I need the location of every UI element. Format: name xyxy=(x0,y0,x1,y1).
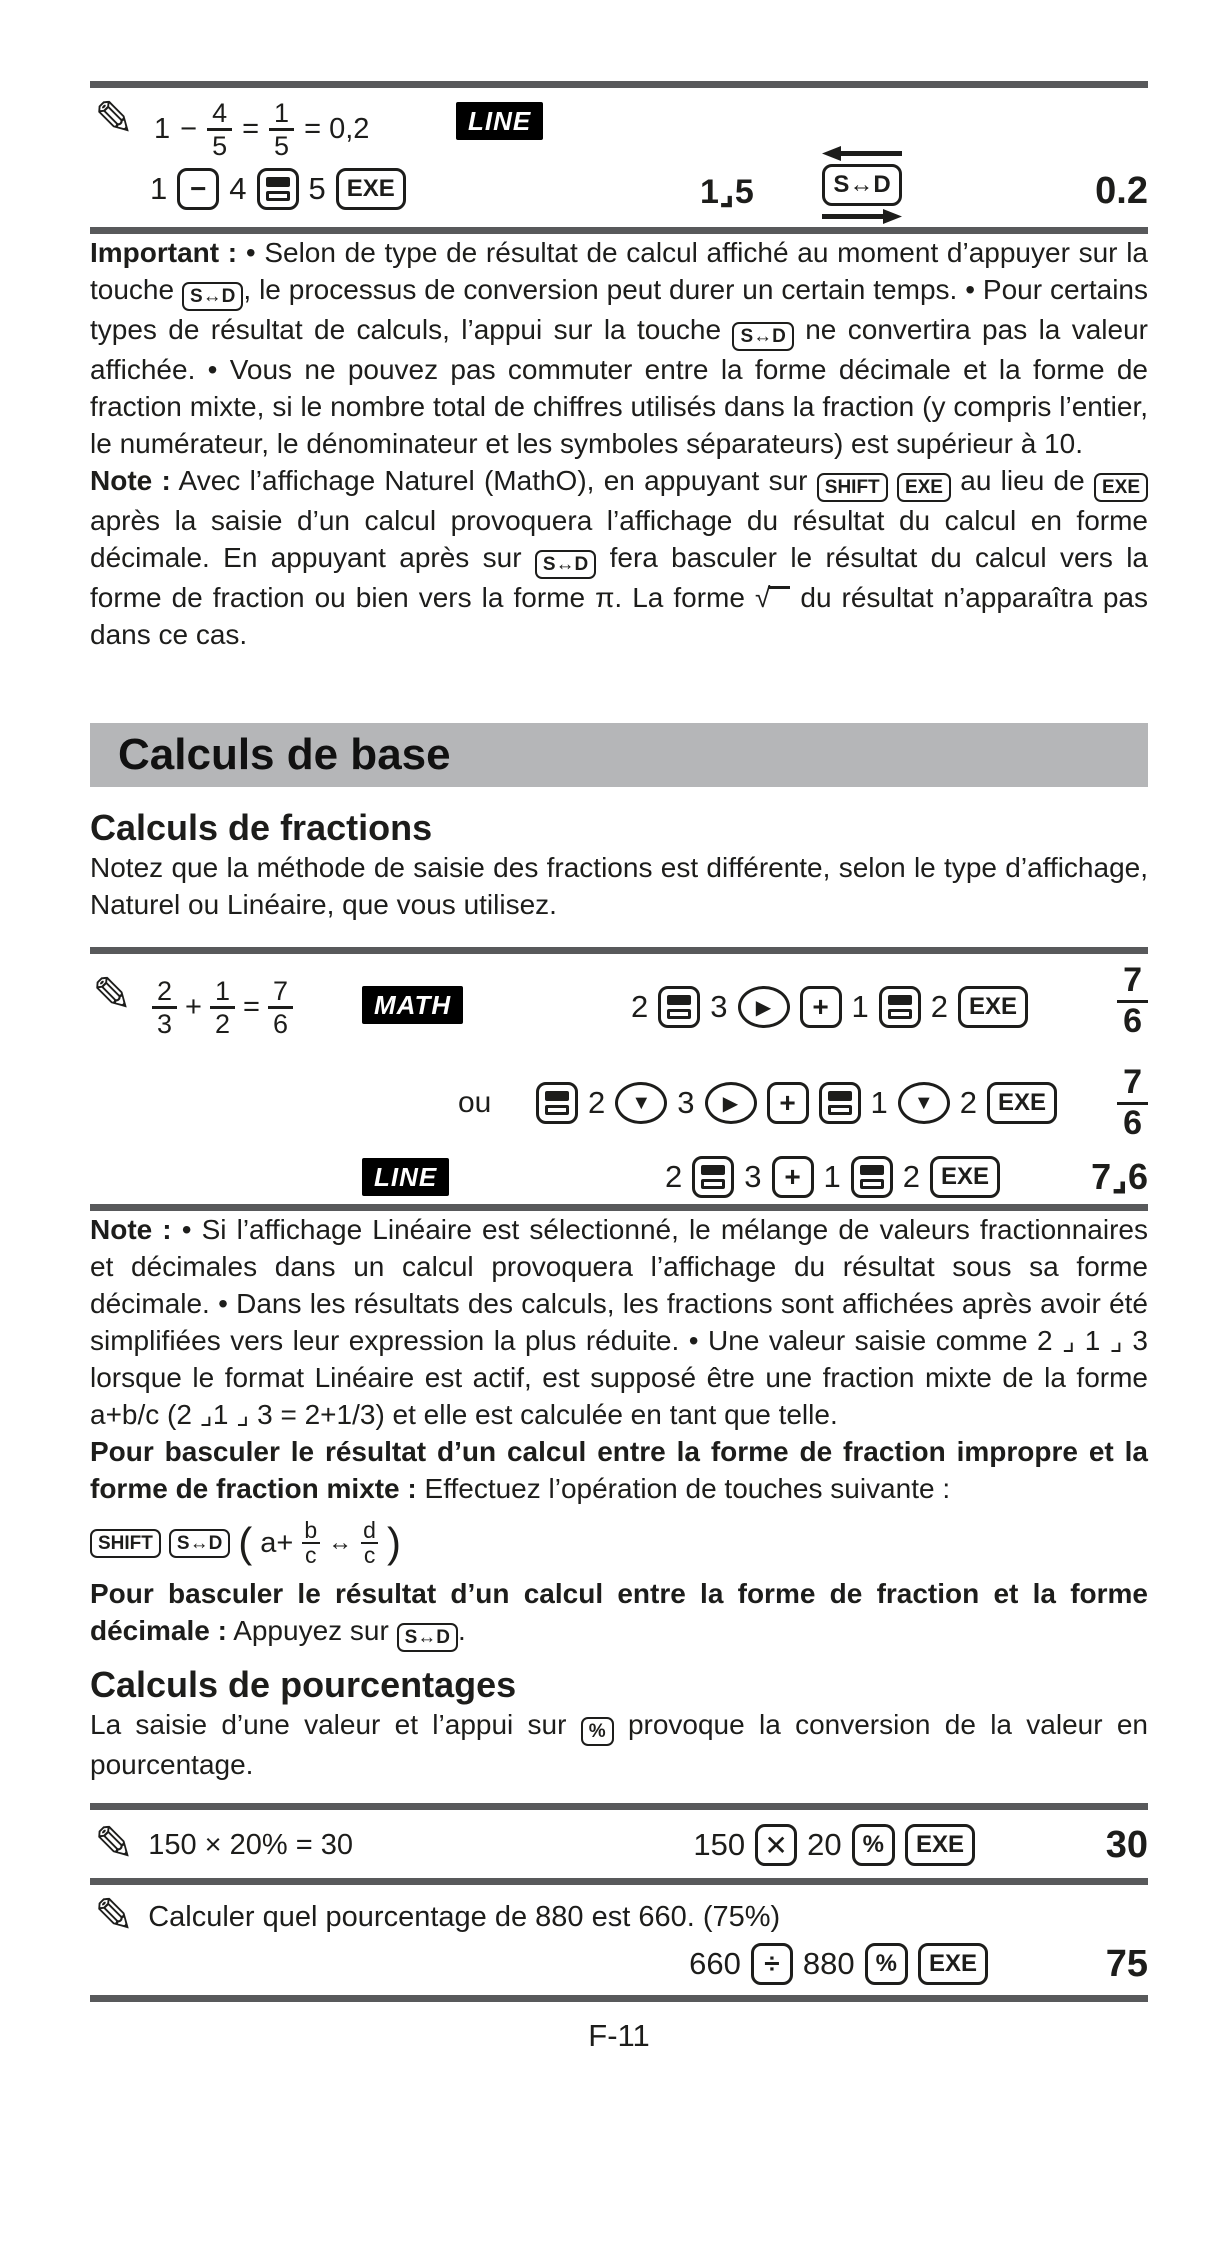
exe-key: EXE xyxy=(987,1082,1057,1124)
divider xyxy=(90,1803,1148,1810)
example4-key-sequence xyxy=(689,1943,988,1985)
arrow-left-icon xyxy=(822,146,902,161)
page-number: F-11 xyxy=(588,2018,650,2053)
section-heading-bar xyxy=(90,723,1148,787)
key-sequence-number: 4 xyxy=(229,171,247,206)
divider xyxy=(90,1995,1148,2002)
example1-expression xyxy=(154,98,369,162)
expression-operator: − xyxy=(180,113,198,146)
divide-key-icon: ÷ xyxy=(751,1943,793,1985)
fraction-key-icon xyxy=(879,986,921,1028)
exe-key: EXE xyxy=(905,1824,975,1866)
minus-key-icon: − xyxy=(177,168,219,210)
example-percent-multiply xyxy=(90,1816,1148,1874)
example-fraction-math-row xyxy=(90,960,1148,1060)
equals-sign: = xyxy=(243,991,260,1024)
result-fraction: $\frac{7}{6}$ xyxy=(1117,1064,1148,1142)
or-text: ou xyxy=(458,1086,492,1119)
plus-key-icon: + xyxy=(800,986,842,1028)
expression-term: 1 xyxy=(154,113,171,146)
example2-keys-line xyxy=(665,1156,1000,1198)
key-sequence-number: 2 xyxy=(959,1085,977,1120)
pencil-icon: ✎ xyxy=(94,1818,135,1871)
page-content xyxy=(90,0,1148,2054)
exe-key: EXE xyxy=(958,986,1028,1028)
fraction-1-5: $\frac{1}{5}$ xyxy=(269,98,294,162)
pencil-icon: ✎ xyxy=(94,1890,135,1943)
note-naturel-paragraph: Note : Avec l’affichage Naturel (MathO), en appuyant sur SHIFT EXE au lieu de EXE après la saisie d’un calcul provoquera l’affichage du résultat du calcul en forme décimale. En appuyant après sur S↔D fera basculer le résultat du calcul vers la forme de fraction ou bien vers la forme π. La forme √ du résultat n’apparaîtra pas dans ce cas. xyxy=(90,465,1148,650)
fraction-d-c: $\frac{d}{c}$ xyxy=(360,1519,379,1567)
key-sequence-number: 3 xyxy=(744,1159,762,1194)
example3-result: 30 xyxy=(1105,1823,1148,1866)
key-sequence-number: 20 xyxy=(807,1827,842,1862)
example1-result: 0.2 xyxy=(1095,170,1148,212)
pencil-icon: ✎ xyxy=(92,969,133,1022)
divider xyxy=(90,81,1148,88)
s-d-key: S↔D xyxy=(822,164,901,206)
fraction-7-6: $\frac{7}{6}$ xyxy=(268,976,293,1040)
key-sequence-number: 2 xyxy=(902,1159,920,1194)
shift-key-inline: SHIFT xyxy=(90,1529,161,1558)
double-arrow: ↔ xyxy=(328,1529,353,1556)
example2-keys-math xyxy=(631,986,1028,1028)
multiply-key-icon: ✕ xyxy=(755,1824,797,1866)
key-sequence-number: 150 xyxy=(693,1827,746,1862)
key-sequence-number: 3 xyxy=(677,1085,695,1120)
close-paren: ) xyxy=(386,1519,401,1566)
example3-expression: 150 × 20% = 30 xyxy=(148,1828,354,1861)
fraction-key-icon xyxy=(819,1082,861,1124)
fraction-b-c: $\frac{b}{c}$ xyxy=(301,1519,320,1567)
formula-a-plus: a+ xyxy=(260,1526,294,1559)
example-fraction-line-row xyxy=(90,1156,1148,1200)
key-sequence-number: 660 xyxy=(689,1946,741,1981)
example-fraction-to-decimal xyxy=(90,88,1148,227)
percent-intro: La saisie d’une valeur et l’appui sur % provoque la conversion de la valeur en pourcentage. xyxy=(90,1709,1148,1780)
fraction-key-icon xyxy=(658,986,700,1028)
fraction-key-icon xyxy=(536,1082,578,1124)
s-d-convert-group xyxy=(822,146,902,224)
key-sequence-number: 1 xyxy=(150,171,168,206)
example3-key-sequence xyxy=(693,1824,975,1866)
example1-key-sequence xyxy=(150,168,406,210)
example-percent-of xyxy=(90,1890,1148,1943)
divider xyxy=(90,227,1148,234)
shift-key-inline: SHIFT xyxy=(817,473,888,502)
cursor-right-key-icon: ▶ xyxy=(705,1082,757,1124)
plus-key-icon: + xyxy=(772,1156,814,1198)
shift-sd-formula xyxy=(90,1511,1148,1575)
key-sequence-number: 2 xyxy=(631,989,649,1024)
result-fraction: $\frac{7}{6}$ xyxy=(1117,962,1148,1040)
exe-key: EXE xyxy=(336,168,406,210)
cursor-right-key-icon: ▶ xyxy=(738,986,790,1028)
divider xyxy=(90,1878,1148,1885)
exe-key: EXE xyxy=(930,1156,1000,1198)
fraction-key-icon xyxy=(851,1156,893,1198)
s-d-key-inline: S↔D xyxy=(535,550,596,579)
key-sequence-number: 3 xyxy=(710,989,728,1024)
s-d-key-inline: S↔D xyxy=(169,1529,230,1558)
decimal-result-text: = 0,2 xyxy=(304,113,370,146)
divider xyxy=(90,947,1148,954)
fraction-2-3: $\frac{2}{3}$ xyxy=(152,976,177,1040)
calculator-display-value: 1⌟5 xyxy=(700,173,754,211)
key-sequence-number: 880 xyxy=(802,1946,855,1981)
arrow-right-icon xyxy=(822,209,902,224)
equals-sign: = xyxy=(242,113,260,146)
s-d-key-inline: S↔D xyxy=(732,322,793,351)
fractions-subheading: Calculs de fractions xyxy=(90,807,433,848)
switch-fraction-decimal-paragraph: Pour basculer le résultat d’un calcul entre la forme de fraction et la forme décimale : Appuyez sur S↔D . xyxy=(90,1575,1148,1652)
plus-key-icon: + xyxy=(767,1082,809,1124)
s-d-key-inline: S↔D xyxy=(182,282,243,311)
fraction-key-icon xyxy=(257,168,299,210)
percent-subheading: Calculs de pourcentages xyxy=(90,1664,517,1705)
open-paren: ( xyxy=(238,1519,253,1566)
pencil-icon: ✎ xyxy=(94,93,135,146)
key-sequence-number: 2 xyxy=(588,1085,606,1120)
note-lineaire-paragraph: Note : • Si l’affichage Linéaire est sélectionné, le mélange de valeurs fractionnaires et décimales dans un calcul provoquera l’affichage du résultat sous sa forme décimale. • Dans les résultats des calculs, les fractions sont affichées après avoir été simplifiées vers leur expression la plus réduite. • Une valeur saisie comme 2 ⌟ 1 ⌟ 3 lorsque le format Linéaire est actif, est supposé être une fraction mixte de la forme a+b/c (2 ⌟1 ⌟ 3 = 2+1/3) et elle est calculée en tant que telle. xyxy=(90,1214,1148,1430)
example4-problem-text: Calculer quel pourcentage de 880 est 660. (75%) xyxy=(148,1900,781,1933)
percent-key: % xyxy=(865,1943,908,1985)
s-d-key-inline: S↔D xyxy=(397,1623,458,1652)
key-sequence-number: 1 xyxy=(851,989,869,1024)
divider xyxy=(90,1204,1148,1211)
line-mode-badge: LINE xyxy=(456,102,543,140)
example-percent-of-keys-row xyxy=(90,1941,1148,1987)
sqrt-symbol: √ xyxy=(755,582,790,613)
note-label: Note : xyxy=(90,465,171,496)
important-label: Important : xyxy=(90,237,238,268)
note-label: Note : xyxy=(90,1214,172,1245)
key-sequence-number: 2 xyxy=(930,989,948,1024)
percent-key: % xyxy=(852,1824,895,1866)
key-sequence-number: 2 xyxy=(665,1159,683,1194)
example-fraction-alt-row xyxy=(90,1064,1148,1152)
cursor-down-key-icon: ▼ xyxy=(898,1082,950,1124)
important-paragraph: Important : • Selon de type de résultat de calcul affiché au moment d’appuyer sur la touche S↔D , le processus de conversion peut durer un certain temps. • Pour certains types de résultat de calculs, l’appui sur la touche S↔D ne convertira pas la valeur affichée. • Vous ne pouvez pas commuter entre la forme décimale et la forme de fraction mixte, si le nombre total de chiffres utilisés dans la fraction (y compris l’entier, le numérateur, le dénominateur et les symboles séparateurs) est supérieur à 10. xyxy=(90,237,1148,459)
example2-keys-alt xyxy=(536,1082,1057,1124)
result-linear: 7⌟6 xyxy=(1091,1156,1148,1197)
fractions-intro: Notez que la méthode de saisie des fractions est différente, selon le type d’affichage, Naturel ou Linéaire, que vous utilisez. xyxy=(90,852,1148,920)
fraction-4-5: $\frac{4}{5}$ xyxy=(207,98,232,162)
example4-result: 75 xyxy=(1105,1942,1148,1985)
plus-sign: + xyxy=(185,991,202,1024)
exe-key-inline: EXE xyxy=(897,473,951,502)
exe-key-inline: EXE xyxy=(1094,473,1148,502)
cursor-down-key-icon: ▼ xyxy=(615,1082,667,1124)
line-mode-badge: LINE xyxy=(362,1158,449,1196)
fraction-key-icon xyxy=(692,1156,734,1198)
exe-key: EXE xyxy=(918,1943,988,1985)
key-sequence-number: 1 xyxy=(823,1159,841,1194)
fraction-1-2: $\frac{1}{2}$ xyxy=(210,976,235,1040)
percent-key-inline: % xyxy=(581,1717,614,1746)
switch-improper-mixed-paragraph: Pour basculer le résultat d’un calcul entre la forme de fraction impropre et la forme de fraction mixte : Effectuez l’opération de touches suivante : xyxy=(90,1436,1148,1504)
key-sequence-number: 1 xyxy=(870,1085,888,1120)
section-title: Calculs de base xyxy=(118,730,451,779)
math-mode-badge: MATH xyxy=(362,986,463,1024)
example2-expression xyxy=(152,976,293,1040)
key-sequence-number: 5 xyxy=(308,171,326,206)
